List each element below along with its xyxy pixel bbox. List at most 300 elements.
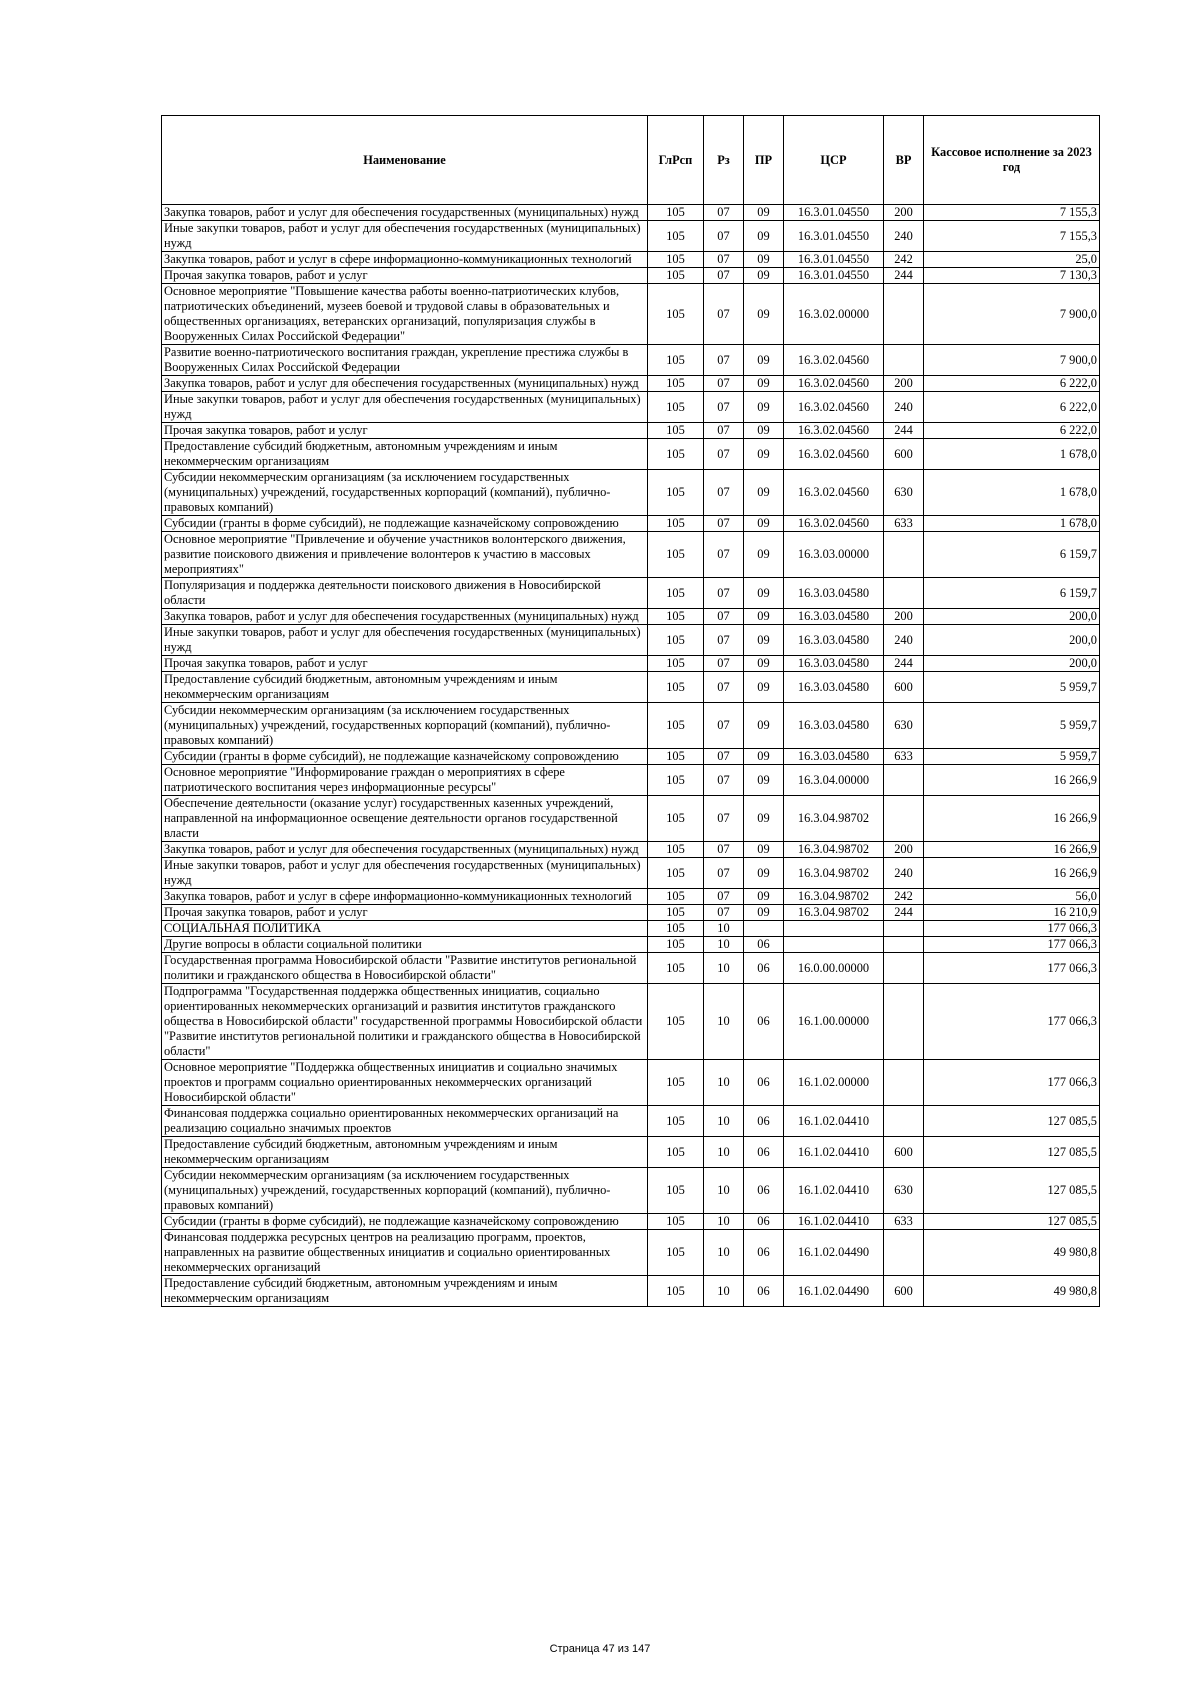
cell-sum: 7 155,3 [924,205,1100,221]
cell-vr: 633 [884,516,924,532]
cell-rz: 07 [704,516,744,532]
table-row [162,1060,1100,1106]
cell-vr: 630 [884,1168,924,1214]
cell-pr: 09 [744,672,784,703]
cell-vr: 633 [884,749,924,765]
cell-pr: 09 [744,392,784,423]
cell-glrsp: 105 [648,376,704,392]
table-header-row [162,116,1100,205]
cell-vr: 244 [884,268,924,284]
cell-sum: 127 085,5 [924,1137,1100,1168]
table-row [162,609,1100,625]
cell-csr: 16.3.02.04560 [784,392,884,423]
cell-pr: 09 [744,656,784,672]
cell-name: Субсидии некоммерческим организациям (за исключением государственных (муниципальных) учреждений, государственных корпораций (компаний), публично-правовых компаний) [162,1168,648,1214]
cell-csr: 16.3.03.04580 [784,672,884,703]
table-row [162,284,1100,345]
cell-csr: 16.3.04.98702 [784,796,884,842]
cell-sum: 16 266,9 [924,765,1100,796]
cell-csr: 16.3.04.98702 [784,842,884,858]
cell-glrsp: 105 [648,625,704,656]
cell-vr: 630 [884,470,924,516]
cell-name: Основное мероприятие "Поддержка общественных инициатив и социально значимых проектов и программ социально ориентированных некоммерческих организаций Новосибирской области" [162,1060,648,1106]
cell-csr: 16.3.02.04560 [784,345,884,376]
cell-rz: 07 [704,376,744,392]
cell-csr: 16.3.01.04550 [784,252,884,268]
cell-vr: 244 [884,656,924,672]
cell-pr: 09 [744,609,784,625]
table-row [162,532,1100,578]
cell-pr: 09 [744,205,784,221]
cell-rz: 10 [704,1168,744,1214]
cell-csr: 16.1.02.04410 [784,1168,884,1214]
table-row [162,268,1100,284]
cell-name: Основное мероприятие "Информирование граждан о мероприятиях в сфере патриотического воспитания через информационные ресурсы" [162,765,648,796]
cell-glrsp: 105 [648,672,704,703]
cell-rz: 07 [704,858,744,889]
cell-vr: 600 [884,672,924,703]
cell-vr [884,921,924,937]
cell-glrsp: 105 [648,703,704,749]
cell-glrsp: 105 [648,345,704,376]
cell-pr: 06 [744,984,784,1060]
cell-name: Субсидии (гранты в форме субсидий), не подлежащие казначейскому сопровождению [162,749,648,765]
cell-rz: 07 [704,656,744,672]
cell-sum: 177 066,3 [924,937,1100,953]
cell-vr: 240 [884,858,924,889]
cell-rz: 07 [704,439,744,470]
cell-pr: 09 [744,765,784,796]
cell-pr [744,921,784,937]
cell-glrsp: 105 [648,516,704,532]
cell-csr: 16.0.00.00000 [784,953,884,984]
cell-pr: 09 [744,268,784,284]
table-row [162,470,1100,516]
cell-glrsp: 105 [648,392,704,423]
cell-rz: 10 [704,937,744,953]
cell-glrsp: 105 [648,796,704,842]
cell-pr: 09 [744,703,784,749]
table-row [162,516,1100,532]
cell-sum: 16 266,9 [924,858,1100,889]
cell-sum: 200,0 [924,656,1100,672]
cell-sum: 7 900,0 [924,284,1100,345]
cell-sum: 177 066,3 [924,921,1100,937]
cell-name: Государственная программа Новосибирской области "Развитие институтов региональной политики и гражданского общества в Новосибирской области" [162,953,648,984]
cell-name: Предоставление субсидий бюджетным, автономным учреждениям и иным некоммерческим организациям [162,1137,648,1168]
cell-name: Иные закупки товаров, работ и услуг для обеспечения государственных (муниципальных) нужд [162,221,648,252]
cell-name: Предоставление субсидий бюджетным, автономным учреждениям и иным некоммерческим организациям [162,672,648,703]
table-row [162,672,1100,703]
cell-glrsp: 105 [648,423,704,439]
cell-pr: 06 [744,1214,784,1230]
table-row [162,796,1100,842]
cell-rz: 07 [704,252,744,268]
cell-rz: 07 [704,842,744,858]
cell-name: Финансовая поддержка социально ориентированных некоммерческих организаций на реализацию социально значимых проектов [162,1106,648,1137]
cell-sum: 6 159,7 [924,532,1100,578]
cell-vr: 200 [884,609,924,625]
cell-sum: 49 980,8 [924,1276,1100,1307]
cell-glrsp: 105 [648,1168,704,1214]
cell-vr [884,1106,924,1137]
cell-sum: 6 222,0 [924,423,1100,439]
cell-vr: 633 [884,1214,924,1230]
cell-pr: 09 [744,345,784,376]
page-number: Страница 47 из 147 [549,1643,651,1655]
cell-rz: 07 [704,703,744,749]
cell-glrsp: 105 [648,532,704,578]
cell-rz: 10 [704,921,744,937]
table-body [162,205,1100,1307]
cell-csr: 16.3.04.98702 [784,889,884,905]
cell-pr: 06 [744,937,784,953]
cell-glrsp: 105 [648,749,704,765]
cell-vr: 200 [884,842,924,858]
cell-rz: 10 [704,953,744,984]
cell-glrsp: 105 [648,205,704,221]
cell-csr: 16.1.02.04410 [784,1106,884,1137]
cell-pr: 09 [744,796,784,842]
cell-pr: 06 [744,1168,784,1214]
cell-pr: 09 [744,516,784,532]
cell-csr: 16.3.02.04560 [784,423,884,439]
cell-sum: 6 159,7 [924,578,1100,609]
cell-glrsp: 105 [648,1106,704,1137]
cell-vr [884,765,924,796]
cell-pr: 06 [744,953,784,984]
cell-name: Субсидии некоммерческим организациям (за исключением государственных (муниципальных) учреждений, государственных корпораций (компаний), публично-правовых компаний) [162,470,648,516]
cell-name: Популяризация и поддержка деятельности поискового движения в Новосибирской области [162,578,648,609]
cell-csr: 16.3.02.04560 [784,516,884,532]
cell-rz: 07 [704,749,744,765]
cell-pr: 09 [744,470,784,516]
cell-glrsp: 105 [648,842,704,858]
cell-sum: 200,0 [924,609,1100,625]
cell-glrsp: 105 [648,921,704,937]
cell-sum: 5 959,7 [924,703,1100,749]
cell-vr [884,984,924,1060]
cell-vr [884,1060,924,1106]
cell-sum: 200,0 [924,625,1100,656]
cell-vr: 244 [884,905,924,921]
cell-name: Субсидии (гранты в форме субсидий), не подлежащие казначейскому сопровождению [162,516,648,532]
cell-name: Прочая закупка товаров, работ и услуг [162,905,648,921]
cell-name: Прочая закупка товаров, работ и услуг [162,423,648,439]
cell-glrsp: 105 [648,984,704,1060]
cell-glrsp: 105 [648,656,704,672]
table-row [162,921,1100,937]
cell-csr: 16.3.02.00000 [784,284,884,345]
cell-glrsp: 105 [648,765,704,796]
cell-csr: 16.3.02.04560 [784,376,884,392]
cell-rz: 07 [704,905,744,921]
table-row [162,345,1100,376]
cell-sum: 16 266,9 [924,842,1100,858]
header-sum: Кассовое исполнение за 2023 год [924,116,1100,205]
table-row [162,889,1100,905]
cell-name: Основное мероприятие "Повышение качества работы военно-патриотических клубов, патриотических объединений, музеев боевой и трудовой славы в образовательных и общественных организациях, ветеранских организаций, популяризация службы в Вооруженных Силах Российской Федерации" [162,284,648,345]
cell-csr: 16.3.04.98702 [784,858,884,889]
cell-name: Закупка товаров, работ и услуг в сфере информационно-коммуникационных технологий [162,889,648,905]
cell-vr [884,532,924,578]
cell-pr: 06 [744,1230,784,1276]
cell-rz: 10 [704,1106,744,1137]
cell-rz: 07 [704,578,744,609]
cell-pr: 09 [744,252,784,268]
table-row [162,703,1100,749]
cell-csr: 16.3.03.04580 [784,656,884,672]
cell-csr: 16.1.02.00000 [784,1060,884,1106]
cell-glrsp: 105 [648,1060,704,1106]
cell-name: Основное мероприятие "Привлечение и обучение участников волонтерского движения, развитие поискового движения и привлечение волонтеров к участию в массовых мероприятиях" [162,532,648,578]
cell-csr: 16.1.02.04410 [784,1137,884,1168]
cell-rz: 10 [704,1137,744,1168]
cell-csr: 16.1.02.04410 [784,1214,884,1230]
table-row [162,221,1100,252]
cell-csr: 16.3.02.04560 [784,470,884,516]
cell-rz: 07 [704,392,744,423]
header-pr: ПР [744,116,784,205]
cell-glrsp: 105 [648,953,704,984]
cell-sum: 127 085,5 [924,1214,1100,1230]
cell-name: Иные закупки товаров, работ и услуг для обеспечения государственных (муниципальных) нужд [162,392,648,423]
header-glrsp: ГлРсп [648,116,704,205]
cell-sum: 7 900,0 [924,345,1100,376]
cell-rz: 07 [704,205,744,221]
cell-sum: 6 222,0 [924,376,1100,392]
table-row [162,205,1100,221]
cell-csr [784,921,884,937]
table-row [162,656,1100,672]
cell-name: Предоставление субсидий бюджетным, автономным учреждениям и иным некоммерческим организациям [162,439,648,470]
table-row [162,1137,1100,1168]
cell-vr: 200 [884,376,924,392]
cell-vr: 600 [884,1276,924,1307]
cell-name: СОЦИАЛЬНАЯ ПОЛИТИКА [162,921,648,937]
cell-glrsp: 105 [648,1137,704,1168]
cell-csr: 16.3.04.98702 [784,905,884,921]
cell-pr: 09 [744,284,784,345]
cell-glrsp: 105 [648,1214,704,1230]
cell-rz: 07 [704,796,744,842]
cell-glrsp: 105 [648,470,704,516]
cell-csr: 16.3.03.00000 [784,532,884,578]
cell-pr: 09 [744,905,784,921]
cell-sum: 5 959,7 [924,672,1100,703]
cell-vr: 242 [884,252,924,268]
cell-rz: 07 [704,889,744,905]
cell-pr: 09 [744,842,784,858]
cell-rz: 07 [704,423,744,439]
cell-rz: 07 [704,532,744,578]
cell-rz: 07 [704,221,744,252]
cell-csr: 16.3.04.00000 [784,765,884,796]
cell-pr: 09 [744,578,784,609]
table-row [162,937,1100,953]
cell-name: Закупка товаров, работ и услуг для обеспечения государственных (муниципальных) нужд [162,205,648,221]
cell-sum: 7 130,3 [924,268,1100,284]
cell-pr: 09 [744,221,784,252]
cell-rz: 10 [704,1060,744,1106]
cell-name: Другие вопросы в области социальной политики [162,937,648,953]
table-row [162,953,1100,984]
table-row [162,905,1100,921]
table-row [162,858,1100,889]
table-row [162,1214,1100,1230]
table-row [162,1168,1100,1214]
cell-vr: 240 [884,392,924,423]
cell-pr: 06 [744,1137,784,1168]
table-row [162,439,1100,470]
header-csr: ЦСР [784,116,884,205]
cell-rz: 07 [704,284,744,345]
cell-glrsp: 105 [648,221,704,252]
cell-csr: 16.3.02.04560 [784,439,884,470]
cell-csr: 16.1.02.04490 [784,1230,884,1276]
cell-sum: 25,0 [924,252,1100,268]
cell-csr: 16.3.03.04580 [784,749,884,765]
cell-vr: 242 [884,889,924,905]
cell-sum: 127 085,5 [924,1168,1100,1214]
table-row [162,252,1100,268]
cell-name: Закупка товаров, работ и услуг для обеспечения государственных (муниципальных) нужд [162,609,648,625]
cell-csr: 16.3.01.04550 [784,221,884,252]
cell-glrsp: 105 [648,609,704,625]
cell-name: Субсидии (гранты в форме субсидий), не подлежащие казначейскому сопровождению [162,1214,648,1230]
cell-name: Прочая закупка товаров, работ и услуг [162,656,648,672]
cell-glrsp: 105 [648,937,704,953]
cell-pr: 09 [744,439,784,470]
cell-pr: 09 [744,889,784,905]
cell-pr: 09 [744,749,784,765]
cell-vr: 244 [884,423,924,439]
table-row [162,842,1100,858]
cell-vr [884,578,924,609]
cell-sum: 1 678,0 [924,516,1100,532]
cell-name: Закупка товаров, работ и услуг в сфере информационно-коммуникационных технологий [162,252,648,268]
cell-name: Обеспечение деятельности (оказание услуг) государственных казенных учреждений, направленной на информационное освещение деятельности органов государственной власти [162,796,648,842]
cell-rz: 07 [704,268,744,284]
table-row [162,1276,1100,1307]
table-row [162,749,1100,765]
cell-pr: 06 [744,1106,784,1137]
cell-sum: 177 066,3 [924,1060,1100,1106]
cell-vr: 630 [884,703,924,749]
cell-sum: 7 155,3 [924,221,1100,252]
cell-csr: 16.3.01.04550 [784,205,884,221]
cell-sum: 5 959,7 [924,749,1100,765]
cell-name: Субсидии некоммерческим организациям (за исключением государственных (муниципальных) учреждений, государственных корпораций (компаний), публично-правовых компаний) [162,703,648,749]
cell-rz: 07 [704,345,744,376]
cell-pr: 09 [744,858,784,889]
cell-glrsp: 105 [648,889,704,905]
table-row [162,765,1100,796]
cell-pr: 09 [744,625,784,656]
cell-name: Иные закупки товаров, работ и услуг для обеспечения государственных (муниципальных) нужд [162,625,648,656]
table-row [162,376,1100,392]
cell-glrsp: 105 [648,905,704,921]
cell-glrsp: 105 [648,578,704,609]
header-name: Наименование [162,116,648,205]
table-row [162,1230,1100,1276]
cell-name: Предоставление субсидий бюджетным, автономным учреждениям и иным некоммерческим организациям [162,1276,648,1307]
cell-csr: 16.3.03.04580 [784,625,884,656]
cell-sum: 1 678,0 [924,439,1100,470]
cell-name: Закупка товаров, работ и услуг для обеспечения государственных (муниципальных) нужд [162,842,648,858]
cell-name: Развитие военно-патриотического воспитания граждан, укрепление престижа службы в Вооруженных Силах Российской Федерации [162,345,648,376]
cell-rz: 10 [704,1276,744,1307]
cell-sum: 127 085,5 [924,1106,1100,1137]
cell-name: Иные закупки товаров, работ и услуг для обеспечения государственных (муниципальных) нужд [162,858,648,889]
table-row [162,423,1100,439]
cell-rz: 07 [704,672,744,703]
cell-rz: 07 [704,765,744,796]
cell-rz: 10 [704,984,744,1060]
cell-pr: 09 [744,376,784,392]
cell-pr: 09 [744,423,784,439]
cell-csr [784,937,884,953]
cell-glrsp: 105 [648,439,704,470]
cell-rz: 07 [704,609,744,625]
cell-vr: 240 [884,221,924,252]
cell-vr: 600 [884,439,924,470]
cell-vr [884,1230,924,1276]
table-row [162,984,1100,1060]
table-row [162,625,1100,656]
cell-rz: 10 [704,1214,744,1230]
cell-pr: 09 [744,532,784,578]
cell-csr: 16.1.00.00000 [784,984,884,1060]
cell-csr: 16.3.03.04580 [784,703,884,749]
cell-glrsp: 105 [648,1276,704,1307]
cell-name: Финансовая поддержка ресурсных центров на реализацию программ, проектов, направленных на развитие общественных инициатив и социально ориентированных некоммерческих организаций [162,1230,648,1276]
table-row [162,392,1100,423]
cell-csr: 16.1.02.04490 [784,1276,884,1307]
cell-vr [884,953,924,984]
budget-execution-table [161,115,1100,1307]
table-row [162,1106,1100,1137]
header-vr: ВР [884,116,924,205]
table-row [162,578,1100,609]
cell-sum: 16 266,9 [924,796,1100,842]
cell-vr: 600 [884,1137,924,1168]
cell-vr [884,345,924,376]
cell-csr: 16.3.03.04580 [784,609,884,625]
cell-glrsp: 105 [648,1230,704,1276]
cell-vr: 240 [884,625,924,656]
cell-name: Прочая закупка товаров, работ и услуг [162,268,648,284]
cell-vr [884,284,924,345]
cell-rz: 10 [704,1230,744,1276]
cell-pr: 06 [744,1276,784,1307]
cell-name: Закупка товаров, работ и услуг для обеспечения государственных (муниципальных) нужд [162,376,648,392]
cell-sum: 177 066,3 [924,984,1100,1060]
cell-glrsp: 105 [648,268,704,284]
cell-sum: 6 222,0 [924,392,1100,423]
cell-glrsp: 105 [648,284,704,345]
cell-csr: 16.3.03.04580 [784,578,884,609]
cell-sum: 1 678,0 [924,470,1100,516]
cell-csr: 16.3.01.04550 [784,268,884,284]
cell-vr: 200 [884,205,924,221]
cell-sum: 56,0 [924,889,1100,905]
cell-name: Подпрограмма "Государственная поддержка общественных инициатив, социально ориентированных некоммерческих организаций и развития институтов гражданского общества в Новосибирской области" государственной программы Новосибирской области "Развитие институтов региональной политики и гражданского общества в Новосибирской области" [162,984,648,1060]
cell-glrsp: 105 [648,858,704,889]
cell-sum: 16 210,9 [924,905,1100,921]
cell-pr: 06 [744,1060,784,1106]
cell-sum: 49 980,8 [924,1230,1100,1276]
